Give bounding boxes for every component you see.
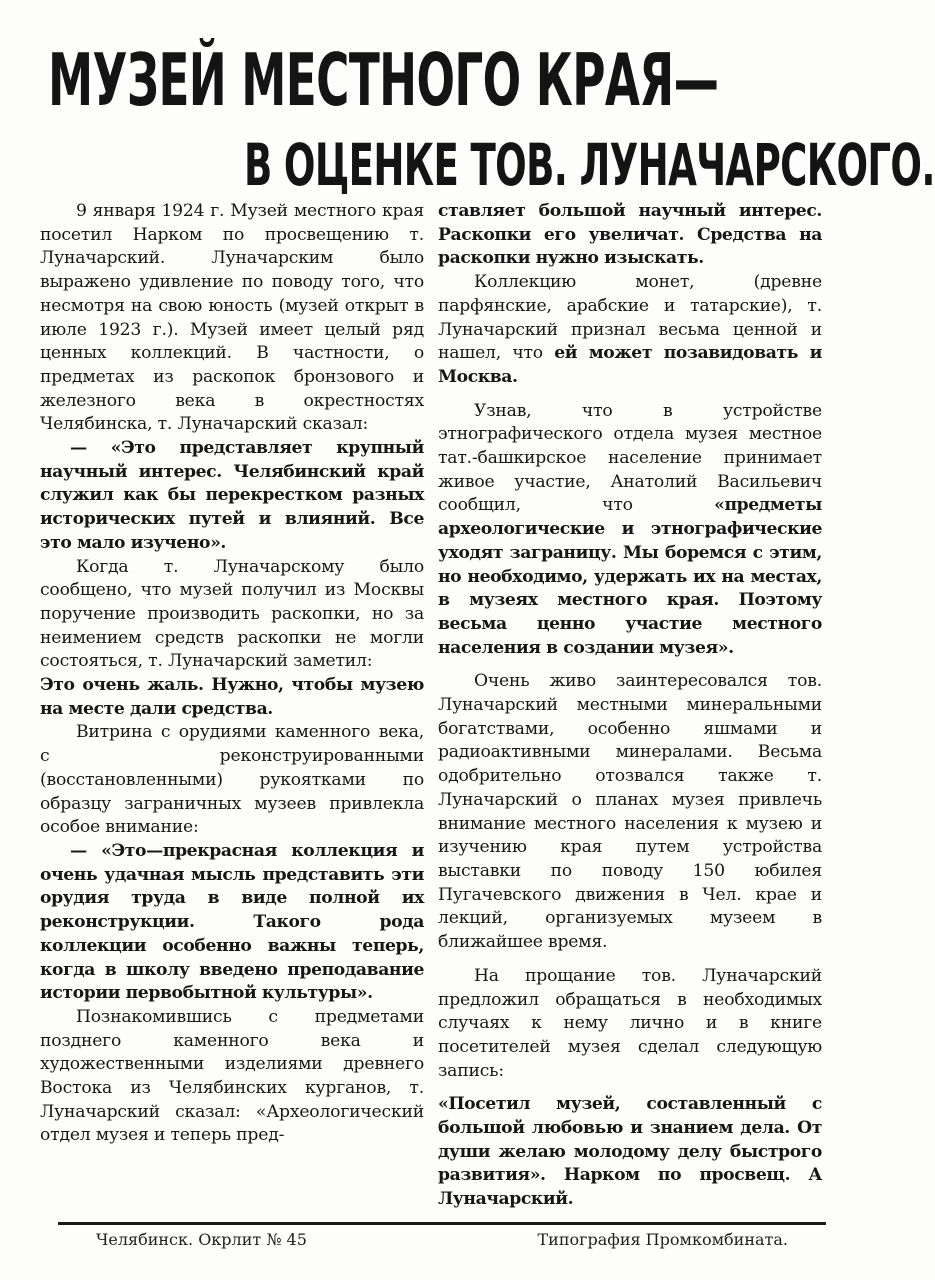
ethnography-quote: «предметы археологические и этнографические уходят заграницу. Мы боремся с этим, но необходимо, удержать их на местах, в музеях местного края. Поэтому весьма ценно участие местного населения в создании музея». [438, 495, 822, 658]
coins-text: Коллекцию монет, (древне парфянские, арабские и татарские), т. Луначарский признал весьма ценной и нашел, что [438, 272, 822, 364]
coins-quote: ей может позавидовать и Москва. [438, 343, 823, 387]
quote-bronze-age: — «Это представляет крупный научный интерес. Челябинский край служил как бы перекрестком разных исторических путей и влияний. Все это мало изучено». [40, 438, 424, 553]
paragraph-stone-age-showcase: Витрина с орудиями каменного века, с реконструированными (восстановленными) рукоятками по образцу заграничных музеев привлекла особое внимание: [40, 722, 424, 838]
ethnography-text: Узнав, что в устройстве этнографического отдела музея местное тат.-башкирское население принимает живое участие, Анатолий Васильевич сообщил, что [438, 400, 822, 516]
paragraph-ethnography [438, 400, 822, 661]
quote-collection: — «Это—прекрасная коллекция и очень удачная мысль представить эти орудия труда в виде полной их реконструкции. Такого рода коллекции особенно важны теперь, когда в школу введено преподавание истории первобытной культуры». [40, 840, 424, 1004]
paragraph-kurgans: Познакомившись с предметами позднего каменного века и художественными изделиями древнего Востока из Челябинских курганов, т. Луначарский сказал: «Археологический отдел музея и теперь пред- [40, 1006, 424, 1146]
headline-line-1: МУЗЕЙ МЕСТНОГО КРАЯ— [48, 38, 719, 122]
paragraph-farewell: На прощание тов. Луначарский предложил обращаться в необходимых случаях к нему лично и в книге посетителей музея сделал следующую запись: [438, 965, 822, 1081]
paragraph-minerals: Очень живо заинтересовался тов. Луначарский местными минеральными богатствами, особенно яшмами и радиоактивными минералами. Весьма одобрительно отозвался также т. Луначарский о планах музея привлечь внимание местного населения к музею и изучению края путем устройства выставки по поводу 150 юбилея Пугачевского движения в Чел. крае и лекций, организуемых музеем в ближайшее время. [438, 671, 822, 953]
footer-printer: Типография Промкомбината. [537, 1230, 788, 1249]
paragraph-excavations: Когда т. Луначарскому было сообщено, что музей получил из Москвы поручение производить раскопки, но за неимением средств раскопки не могли состояться, т. Луначарский заметил: [40, 556, 424, 672]
footer-censor-note: Челябинск. Окрлит № 45 [96, 1230, 307, 1249]
quote-funding: Это очень жаль. Нужно, чтобы музею на месте дали средства. [40, 675, 424, 719]
paragraph-coins [438, 271, 822, 390]
paragraph-visit: 9 января 1924 г. Музей местного края посетил Нарком по просвещению т. Луначарский. Луначарским было выражено удивление по поводу того, что несмотря на свою юность (музей открыт в июле 1923 г.). Музей имеет целый ряд ценных коллекций. В частности, о предметах из раскопок бронзового и железного века в окрестностях Челябинска, т. Луначарский сказал: [40, 201, 424, 435]
footer-divider [58, 1222, 826, 1225]
headline-line-2: В ОЦЕНКЕ ТОВ. ЛУНАЧАРСКОГО. [244, 131, 935, 199]
quote-guestbook: «Посетил музей, составленный с большой любовью и знанием дела. От души желаю молодому делу быстрого развития». Нарком по просвещ. А Луначарский. [438, 1094, 822, 1210]
article-left-column [40, 200, 424, 1148]
paragraph-continuation: ставляет большой научный интерес. Раскопки его увеличат. Средства на раскопки нужно изыскать. [438, 201, 822, 269]
article-right-column [438, 200, 822, 1212]
